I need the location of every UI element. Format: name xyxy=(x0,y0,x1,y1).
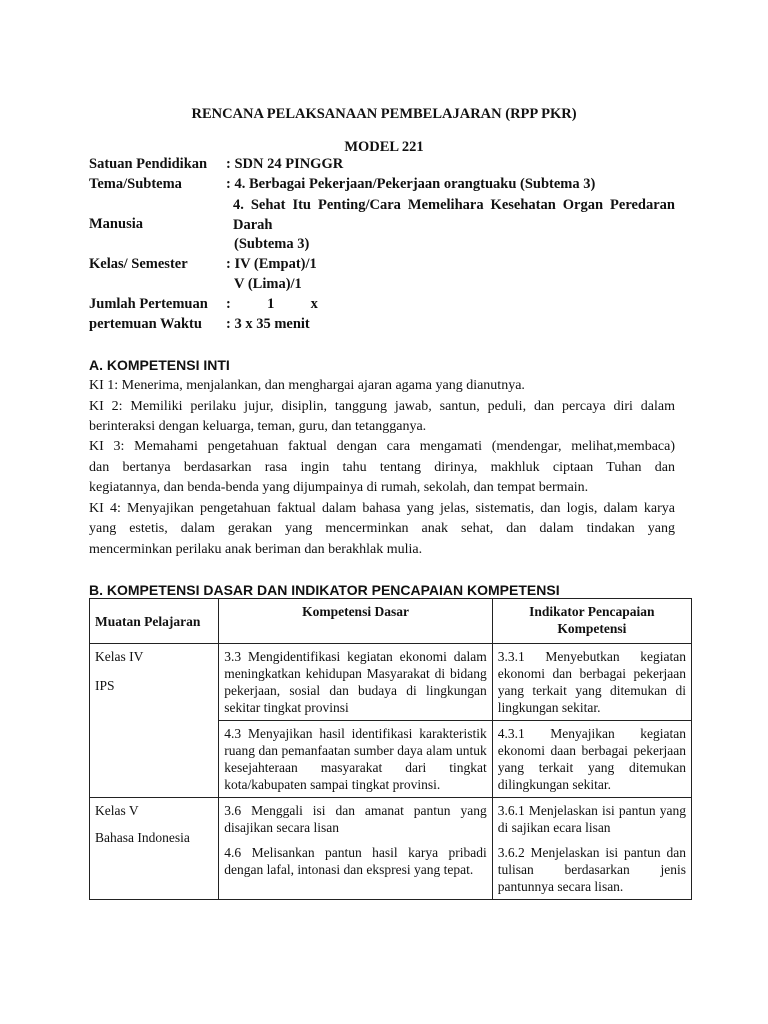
kd-text: 4.6 Melisankan pantun hasil karya pribadi dengan lafal, intonasi dan ekspresi yang tepat. xyxy=(224,845,487,877)
tema-line-4: (Subtema 3) xyxy=(234,236,310,252)
kd-text: 3.6 Menggali isi dan amanat pantun yang disajikan secara lisan xyxy=(224,803,487,835)
indikator-cell xyxy=(492,798,691,900)
kd-cell: 4.3 Menyajikan hasil identifikasi karakteristik ruang dan pemanfaatan sumber daya alam untuk kesejahteraan masyarakat dari tingkat kota/kabupaten sampai tingkat provinsi. xyxy=(219,721,492,798)
kd-cell xyxy=(219,798,492,900)
table-header-row xyxy=(90,599,692,644)
waktu-value: : 3 x 35 menit xyxy=(226,316,310,332)
mapel-label: Bahasa Indonesia xyxy=(95,830,190,845)
satuan-value: : SDN 24 PINGGR xyxy=(226,156,344,172)
header-muatan: Muatan Pelajaran xyxy=(90,599,219,644)
tema-label: Tema/Subtema xyxy=(89,176,182,192)
ki-line-2: KI 2: Memiliki perilaku jujur, disiplin, tanggung jawab, santun, peduli, dan percaya diri dalam xyxy=(89,399,675,414)
ki-line-7: KI 4: Menyajikan pengetahuan faktual dalam bahasa yang jelas, sistematis, dan logis, dalam karya xyxy=(89,501,675,516)
header-indikator: Indikator Pencapaian Kompetensi xyxy=(492,599,691,644)
ki-line-4: KI 3: Memahami pengetahuan faktual dengan cara mengamati (mendengar, melihat,membaca) xyxy=(89,439,675,454)
section-b-heading: B. KOMPETENSI DASAR DAN INDIKATOR PENCAPAIAN KOMPETENSI xyxy=(89,582,560,598)
tema-line-3: Manusia xyxy=(89,216,143,232)
indikator-text: 3.6.1 Menjelaskan isi pantun yang di sajikan ecara lisan xyxy=(497,803,686,835)
indikator-cell: 4.3.1 Menyajikan kegiatan ekonomi daan berbagai pekerjaan yang terkait yang ditemukan dilingkungan sekitar. xyxy=(492,721,691,798)
indikator-cell: 3.3.1 Menyebutkan kegiatan ekonomi dan berbagai pekerjaan yang terkait yang ditemukan di lingkungan sekitar. xyxy=(492,644,691,721)
muatan-cell xyxy=(90,798,219,900)
section-a-heading: A. KOMPETENSI INTI xyxy=(89,357,230,373)
table-row xyxy=(90,798,692,900)
satuan-label: Satuan Pendidikan xyxy=(89,156,208,172)
document-model: MODEL 221 xyxy=(344,139,424,155)
jumlah-label: Jumlah Pertemuan xyxy=(89,296,208,312)
header-kd: Kompetensi Dasar xyxy=(219,599,492,644)
kelas-value: : IV (Empat)/1 xyxy=(226,256,317,272)
document-title: RENCANA PELAKSANAAN PEMBELAJARAN (RPP PKR) xyxy=(191,106,577,122)
tema-line-2: 4. Sehat Itu Penting/Cara Memelihara Kesehatan Organ Peredaran Darah xyxy=(233,197,675,233)
muatan-cell xyxy=(90,644,219,798)
ki-line-1: KI 1: Menerima, menjalankan, dan menghargai ajaran agama yang dianutnya. xyxy=(89,378,525,393)
kelas-label: Kelas/ Semester xyxy=(89,256,188,272)
mapel-label: IPS xyxy=(95,678,115,693)
table-row xyxy=(90,644,692,721)
ki-line-5: dan bertanya berdasarkan rasa ingin tahu tentang dirinya, makhluk ciptaan Tuhan dan xyxy=(89,460,675,475)
ki-line-8: yang estetis, dalam gerakan yang mencerminkan anak sehat, dan dalam tindakan yang xyxy=(89,521,675,536)
ki-line-6: kegiatannya, dan benda-benda yang dijumpainya di rumah, sekolah, dan tempat bermain. xyxy=(89,480,589,495)
identity-block xyxy=(89,154,689,334)
kd-table xyxy=(89,598,692,900)
waktu-label: pertemuan Waktu xyxy=(89,316,202,332)
indikator-text: 3.6.2 Menjelaskan isi pantun dan tulisan berdasarkan jenis pantunnya secara lisan. xyxy=(497,845,686,894)
ki-line-9: mencerminkan perilaku anak beriman dan berakhlak mulia. xyxy=(89,542,423,557)
kelas-value-2: V (Lima)/1 xyxy=(234,276,302,292)
kd-cell: 3.3 Mengidentifikasi kegiatan ekonomi dalam meningkatkan kehidupan Masyarakat di bidang pekerjaan, sosial dan budaya di lingkungan sekitar tingkat provinsi xyxy=(219,644,492,721)
ki-line-3: berinteraksi dengan keluarga, teman, guru, dan tetangganya. xyxy=(89,419,427,434)
kelas-label: Kelas IV xyxy=(95,649,144,664)
tema-value: : 4. Berbagai Pekerjaan/Pekerjaan orangtuaku (Subtema 3) xyxy=(226,176,596,192)
jumlah-value: : 1 x xyxy=(226,296,318,312)
kelas-label: Kelas V xyxy=(95,803,139,818)
